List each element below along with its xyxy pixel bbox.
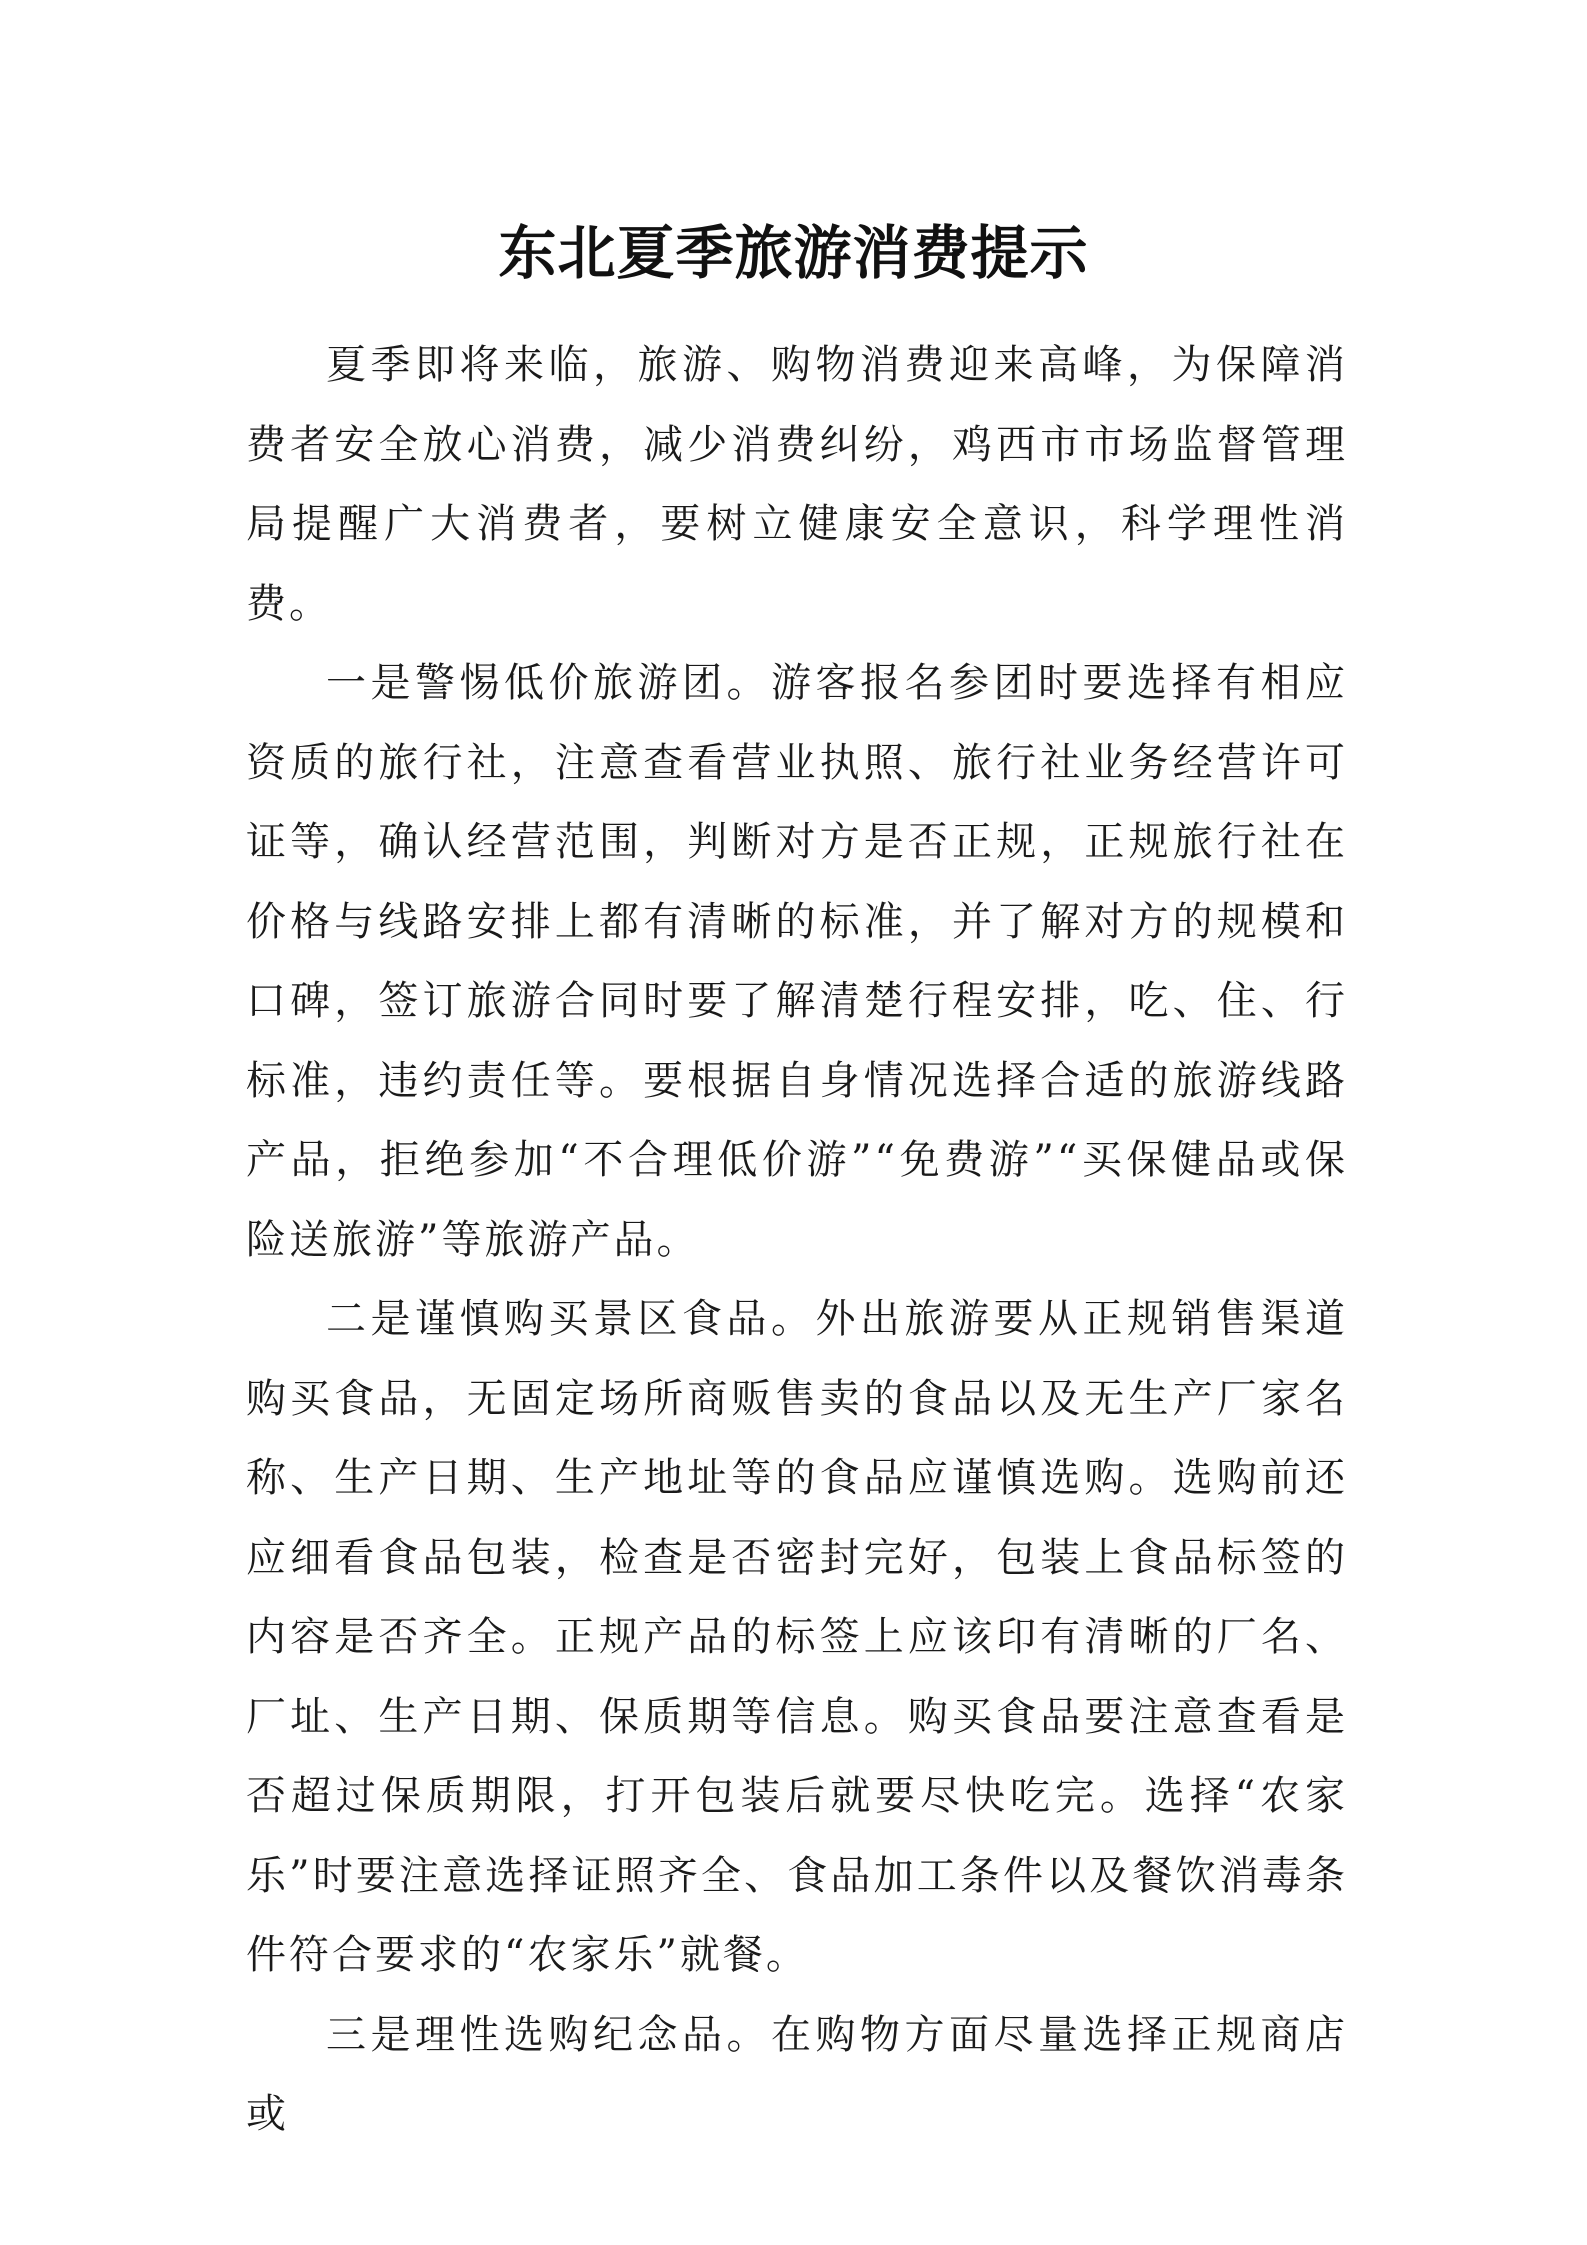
point-two-paragraph: 二是谨慎购买景区食品。外出旅游要从正规销售渠道购买食品，无固定场所商贩售卖的食品以及无生产厂家名称、生产日期、生产地址等的食品应谨慎选购。选购前还应细看食品包装，检查是否密封完好，包装上食品标签的内容是否齐全。正规产品的标签上应该印有清晰的厂名、厂址、生产日期、保质期等信息。购买食品要注意查看是否超过保质期限，打开包装后就要尽快吃完。选择“农家乐”时要注意选择证照齐全、食品加工条件以及餐饮消毒条件符合要求的“农家乐”就餐。 [246,1296,1348,1978]
point-one-paragraph: 一是警惕低价旅游团。游客报名参团时要选择有相应资质的旅行社，注意查看营业执照、旅行社业务经营许可证等，确认经营范围，判断对方是否正规，正规旅行社在价格与线路安排上都有清晰的标准，并了解对方的规模和口碑，签订旅游合同时要了解清楚行程安排，吃、住、行标准，违约责任等。要根据自身情况选择合适的旅游线路产品，拒绝参加“不合理低价游”“免费游”“买保健品或保险送旅游”等旅游产品。 [246,660,1348,1263]
document-body [246,326,1348,2155]
point-three-paragraph: 三是理性选购纪念品。在购物方面尽量选择正规商店或 [246,2011,1348,2137]
intro-paragraph: 夏季即将来临，旅游、购物消费迎来高峰，为保障消费者安全放心消费，减少消费纠纷，鸡西市市场监督管理局提醒广大消费者，要树立健康安全意识，科学理性消费。 [246,342,1348,627]
document-title: 东北夏季旅游消费提示 [498,219,1089,287]
